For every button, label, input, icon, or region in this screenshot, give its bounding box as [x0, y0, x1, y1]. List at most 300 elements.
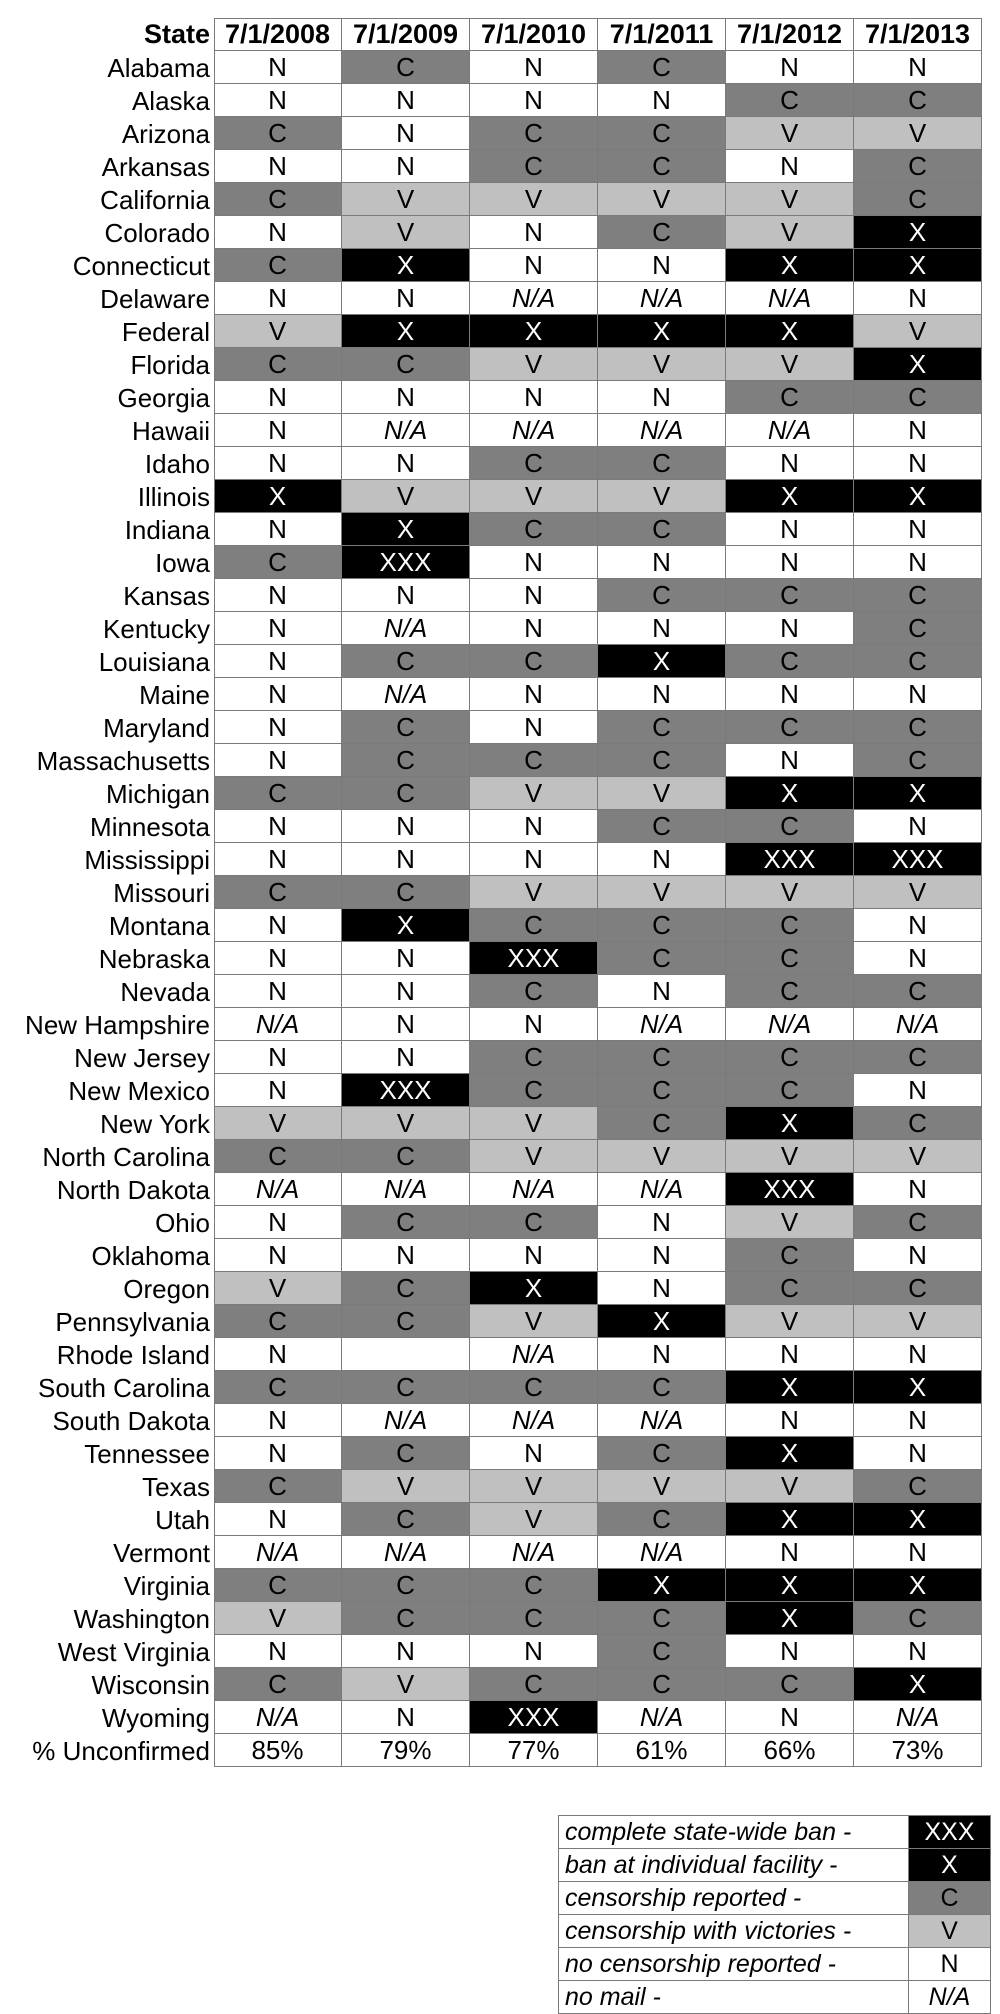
state-header: State: [143, 19, 210, 49]
status-cell: XXX: [854, 843, 982, 876]
status-cell: C: [470, 1041, 598, 1074]
legend-row: [559, 1948, 991, 1981]
year-header: 7/1/2011: [598, 18, 726, 51]
status-cell: C: [726, 1074, 854, 1107]
legend-row: [559, 1849, 991, 1882]
status-cell: C: [214, 1140, 342, 1173]
status-cell: V: [726, 1206, 854, 1239]
status-cell: N/A: [470, 1338, 598, 1371]
unconfirmed-pct: 61%: [598, 1734, 726, 1767]
state-label: New Mexico: [68, 1075, 210, 1106]
status-cell: N: [726, 744, 854, 777]
status-cell: C: [598, 513, 726, 546]
state-label: Ohio: [155, 1207, 210, 1238]
state-label: Nevada: [120, 976, 210, 1007]
status-cell: N/A: [598, 1404, 726, 1437]
status-cell: N: [214, 513, 342, 546]
status-cell: C: [214, 777, 342, 810]
status-cell: V: [598, 348, 726, 381]
status-cell: C: [598, 711, 726, 744]
status-cell: N: [470, 678, 598, 711]
status-cell: N: [470, 1635, 598, 1668]
status-cell: V: [726, 183, 854, 216]
status-cell: C: [470, 447, 598, 480]
status-cell: N: [726, 1404, 854, 1437]
status-cell: N: [342, 810, 470, 843]
status-cell: N: [342, 1635, 470, 1668]
status-cell: C: [342, 711, 470, 744]
status-cell: X: [854, 1668, 982, 1701]
status-cell: V: [854, 1305, 982, 1338]
status-cell: N: [854, 282, 982, 315]
status-cell: V: [342, 183, 470, 216]
unconfirmed-pct: 85%: [214, 1734, 342, 1767]
year-header: 7/1/2010: [470, 18, 598, 51]
status-cell: C: [598, 1107, 726, 1140]
status-cell: XXX: [342, 1074, 470, 1107]
status-cell: C: [854, 744, 982, 777]
state-label: Utah: [155, 1504, 210, 1535]
status-cell: X: [854, 1569, 982, 1602]
status-cell: XXX: [470, 942, 598, 975]
state-label: Mississippi: [84, 844, 210, 875]
status-cell: N: [470, 711, 598, 744]
status-cell: N: [470, 843, 598, 876]
state-label: Maine: [139, 679, 210, 710]
status-cell: C: [342, 1569, 470, 1602]
status-cell: C: [214, 1371, 342, 1404]
status-cell: C: [470, 1668, 598, 1701]
status-cell: N: [342, 975, 470, 1008]
status-cell: N: [470, 381, 598, 414]
status-cell: N: [214, 1404, 342, 1437]
status-cell: C: [854, 711, 982, 744]
status-cell: N/A: [854, 1701, 982, 1734]
status-cell: N/A: [342, 1404, 470, 1437]
status-cell: C: [726, 909, 854, 942]
status-cell: N: [598, 381, 726, 414]
status-cell: C: [342, 348, 470, 381]
status-cell: C: [470, 1602, 598, 1635]
status-cell: C: [726, 1041, 854, 1074]
legend-label: no mail -: [559, 1981, 909, 2014]
status-cell: C: [726, 1668, 854, 1701]
status-cell: N: [342, 447, 470, 480]
state-label: North Carolina: [42, 1141, 210, 1172]
status-cell: XXX: [726, 1173, 854, 1206]
status-cell: N: [342, 579, 470, 612]
unconfirmed-pct: 79%: [342, 1734, 470, 1767]
state-label: Arkansas: [101, 151, 210, 182]
status-cell: C: [342, 1305, 470, 1338]
grid-left-border: [214, 18, 215, 1767]
state-label: Kentucky: [103, 613, 210, 644]
state-label: New Hampshire: [25, 1009, 210, 1040]
status-cell: N/A: [854, 1008, 982, 1041]
status-cell: N: [726, 678, 854, 711]
status-cell: C: [342, 1206, 470, 1239]
status-cell: V: [214, 315, 342, 348]
status-cell: X: [726, 1569, 854, 1602]
status-cell: V: [342, 1107, 470, 1140]
state-label: New York: [100, 1108, 210, 1139]
status-cell: V: [854, 876, 982, 909]
status-cell: N/A: [342, 1536, 470, 1569]
status-cell: N: [726, 447, 854, 480]
status-cell: N: [854, 414, 982, 447]
state-label: Oklahoma: [91, 1240, 210, 1271]
status-cell: N: [854, 447, 982, 480]
status-cell: V: [470, 480, 598, 513]
status-cell: N: [854, 1074, 982, 1107]
status-cell: V: [726, 1140, 854, 1173]
status-cell: C: [342, 1272, 470, 1305]
status-cell: N: [854, 942, 982, 975]
status-cell: C: [214, 1668, 342, 1701]
legend-label: complete state-wide ban -: [559, 1816, 909, 1849]
status-cell: X: [726, 1371, 854, 1404]
status-cell: N: [214, 711, 342, 744]
state-label: Delaware: [100, 283, 210, 314]
status-cell: V: [854, 315, 982, 348]
status-cell: V: [726, 1305, 854, 1338]
status-cell: C: [726, 1272, 854, 1305]
state-label: Maryland: [103, 712, 210, 743]
status-cell: N: [214, 579, 342, 612]
status-cell: N: [214, 1206, 342, 1239]
status-cell: N: [854, 1437, 982, 1470]
status-cell: V: [470, 1503, 598, 1536]
status-cell: N: [726, 1635, 854, 1668]
status-cell: N: [726, 513, 854, 546]
state-label: Oregon: [123, 1273, 210, 1304]
status-cell: C: [342, 777, 470, 810]
status-cell: N: [342, 1008, 470, 1041]
status-cell: N/A: [470, 1536, 598, 1569]
status-cell: N: [854, 513, 982, 546]
status-cell: N: [598, 1206, 726, 1239]
status-cell: N/A: [342, 1173, 470, 1206]
status-cell: N: [214, 678, 342, 711]
state-label: Illinois: [137, 481, 210, 512]
status-cell: V: [214, 1272, 342, 1305]
status-cell: N/A: [470, 1173, 598, 1206]
legend: [558, 1815, 991, 2014]
status-cell: X: [214, 480, 342, 513]
state-label: Indiana: [124, 514, 210, 545]
status-cell: N: [598, 843, 726, 876]
status-cell: N: [470, 1239, 598, 1272]
status-cell: N: [726, 1701, 854, 1734]
status-cell: N: [214, 1635, 342, 1668]
state-label: Federal: [121, 316, 210, 347]
state-label: Kansas: [123, 580, 210, 611]
status-cell: C: [854, 1041, 982, 1074]
status-cell: V: [470, 183, 598, 216]
state-label: Iowa: [155, 547, 210, 578]
status-cell: N: [214, 282, 342, 315]
status-cell: X: [854, 480, 982, 513]
status-cell: N: [342, 150, 470, 183]
legend-label: no censorship reported -: [559, 1948, 909, 1981]
status-cell: N: [726, 546, 854, 579]
status-cell: N: [214, 447, 342, 480]
status-cell: C: [726, 381, 854, 414]
state-label: Tennessee: [84, 1438, 210, 1469]
status-cell: C: [726, 810, 854, 843]
status-cell: N: [470, 1437, 598, 1470]
state-label: Missouri: [113, 877, 210, 908]
status-cell: V: [470, 876, 598, 909]
status-cell: N: [342, 282, 470, 315]
status-cell: C: [470, 645, 598, 678]
status-cell: C: [470, 513, 598, 546]
status-cell: N: [598, 84, 726, 117]
status-cell: C: [342, 876, 470, 909]
status-cell: N: [854, 1536, 982, 1569]
status-cell: N: [342, 942, 470, 975]
state-label: Michigan: [105, 778, 210, 809]
status-cell: N: [470, 1008, 598, 1041]
status-cell: N: [214, 612, 342, 645]
state-label: Pennsylvania: [55, 1306, 210, 1337]
status-cell: V: [598, 480, 726, 513]
state-label: New Jersey: [74, 1042, 210, 1073]
status-cell: N: [214, 975, 342, 1008]
status-cell: C: [598, 447, 726, 480]
status-cell: N/A: [470, 282, 598, 315]
status-cell: C: [342, 744, 470, 777]
status-cell: X: [854, 777, 982, 810]
status-cell: XXX: [726, 843, 854, 876]
status-cell: C: [470, 1569, 598, 1602]
status-cell: V: [470, 777, 598, 810]
status-cell: N/A: [342, 678, 470, 711]
status-cell: N: [342, 1041, 470, 1074]
status-cell: N: [470, 810, 598, 843]
status-cell: V: [726, 216, 854, 249]
status-cell: N/A: [598, 1008, 726, 1041]
status-cell: N: [342, 843, 470, 876]
status-cell: V: [854, 117, 982, 150]
status-cell: V: [342, 216, 470, 249]
status-cell: X: [854, 1371, 982, 1404]
status-cell: C: [726, 975, 854, 1008]
status-cell: C: [598, 1503, 726, 1536]
status-cell: N: [214, 645, 342, 678]
status-cell: C: [470, 975, 598, 1008]
status-cell: X: [342, 315, 470, 348]
legend-label: censorship reported -: [559, 1882, 909, 1915]
state-label: Louisiana: [98, 646, 210, 677]
status-cell: N: [214, 810, 342, 843]
status-cell: X: [342, 909, 470, 942]
status-cell: C: [342, 1140, 470, 1173]
status-cell: C: [598, 1668, 726, 1701]
status-cell: N/A: [598, 1701, 726, 1734]
status-cell: C: [598, 51, 726, 84]
status-cell: N: [214, 1437, 342, 1470]
status-cell: N: [214, 1074, 342, 1107]
status-cell: C: [214, 1470, 342, 1503]
status-cell: V: [214, 1602, 342, 1635]
state-label: Texas: [142, 1471, 210, 1502]
status-cell: N/A: [598, 414, 726, 447]
status-cell: N: [470, 546, 598, 579]
legend-row: [559, 1882, 991, 1915]
status-cell: N: [342, 1701, 470, 1734]
status-cell: C: [214, 348, 342, 381]
status-cell: N: [470, 51, 598, 84]
status-cell: X: [726, 1503, 854, 1536]
censorship-table: [0, 18, 1000, 1798]
status-cell: X: [726, 777, 854, 810]
status-cell: V: [342, 1470, 470, 1503]
state-label: Idaho: [144, 448, 210, 479]
status-cell: V: [726, 348, 854, 381]
state-label: Colorado: [104, 217, 210, 248]
legend-row: [559, 1816, 991, 1849]
status-cell: N/A: [214, 1536, 342, 1569]
status-cell: N/A: [598, 282, 726, 315]
status-cell: X: [598, 1305, 726, 1338]
status-cell: C: [470, 1206, 598, 1239]
status-cell: V: [854, 1140, 982, 1173]
status-cell: XXX: [342, 546, 470, 579]
status-cell: N: [598, 1272, 726, 1305]
status-cell: N/A: [342, 612, 470, 645]
status-cell: N: [214, 942, 342, 975]
state-label: Nebraska: [98, 943, 210, 974]
status-cell: N: [214, 84, 342, 117]
status-cell: X: [726, 480, 854, 513]
status-cell: N/A: [342, 414, 470, 447]
status-cell: N: [854, 546, 982, 579]
state-label: South Carolina: [38, 1372, 210, 1403]
status-cell: N: [854, 1338, 982, 1371]
status-cell: C: [214, 546, 342, 579]
status-cell: C: [726, 645, 854, 678]
status-cell: C: [598, 1371, 726, 1404]
status-cell: N: [726, 612, 854, 645]
status-cell: C: [854, 183, 982, 216]
status-cell: X: [598, 1569, 726, 1602]
status-cell: N/A: [726, 414, 854, 447]
status-cell: N: [726, 150, 854, 183]
status-cell: N: [598, 249, 726, 282]
status-cell: X: [854, 1503, 982, 1536]
legend-swatch: X: [909, 1849, 991, 1882]
status-cell: C: [598, 810, 726, 843]
legend-label: ban at individual facility -: [559, 1849, 909, 1882]
status-cell: V: [726, 117, 854, 150]
legend-swatch: N/A: [909, 1981, 991, 2014]
status-cell: N: [598, 1239, 726, 1272]
status-cell: C: [214, 1305, 342, 1338]
status-cell: [342, 1338, 470, 1371]
status-cell: N/A: [598, 1173, 726, 1206]
status-cell: C: [854, 84, 982, 117]
status-cell: N/A: [470, 414, 598, 447]
status-cell: C: [854, 645, 982, 678]
state-label: Washington: [73, 1603, 210, 1634]
unconfirmed-pct: 77%: [470, 1734, 598, 1767]
status-cell: C: [214, 117, 342, 150]
status-cell: C: [726, 1239, 854, 1272]
status-cell: N: [214, 1041, 342, 1074]
state-label: Hawaii: [131, 415, 210, 446]
status-cell: X: [854, 216, 982, 249]
status-cell: C: [854, 612, 982, 645]
state-label: Wyoming: [101, 1702, 210, 1733]
status-cell: N: [214, 744, 342, 777]
status-cell: V: [726, 1470, 854, 1503]
status-cell: C: [470, 150, 598, 183]
status-cell: C: [470, 744, 598, 777]
status-cell: C: [854, 1470, 982, 1503]
status-cell: C: [854, 1602, 982, 1635]
status-cell: V: [726, 876, 854, 909]
unconfirmed-pct: 73%: [854, 1734, 982, 1767]
status-cell: N: [854, 1239, 982, 1272]
status-cell: N/A: [214, 1008, 342, 1041]
status-cell: X: [726, 249, 854, 282]
status-cell: V: [598, 1470, 726, 1503]
status-cell: V: [470, 1140, 598, 1173]
status-cell: N: [854, 1404, 982, 1437]
state-label: Florida: [130, 349, 210, 380]
status-cell: N: [342, 1239, 470, 1272]
status-cell: N: [854, 678, 982, 711]
status-cell: C: [598, 909, 726, 942]
state-label: Alaska: [131, 85, 210, 116]
status-cell: C: [470, 1371, 598, 1404]
state-label: South Dakota: [52, 1405, 210, 1436]
state-label: Connecticut: [72, 250, 210, 281]
status-cell: N: [854, 1173, 982, 1206]
status-cell: N/A: [214, 1173, 342, 1206]
status-cell: C: [470, 1074, 598, 1107]
status-cell: N: [470, 216, 598, 249]
status-cell: X: [854, 249, 982, 282]
status-cell: N: [214, 1239, 342, 1272]
status-cell: V: [342, 1668, 470, 1701]
legend-row: [559, 1981, 991, 2014]
status-cell: N: [214, 1338, 342, 1371]
status-cell: N: [214, 414, 342, 447]
status-cell: N/A: [726, 282, 854, 315]
year-header: 7/1/2013: [854, 18, 982, 51]
status-cell: C: [214, 183, 342, 216]
status-cell: N/A: [598, 1536, 726, 1569]
footer-label: % Unconfirmed: [32, 1735, 210, 1766]
status-cell: N: [854, 810, 982, 843]
status-cell: N: [214, 843, 342, 876]
status-cell: V: [470, 1305, 598, 1338]
status-cell: N: [726, 1338, 854, 1371]
status-cell: N: [470, 249, 598, 282]
status-cell: V: [342, 480, 470, 513]
status-cell: C: [598, 1602, 726, 1635]
state-label: Montana: [108, 910, 210, 941]
year-header: 7/1/2009: [342, 18, 470, 51]
status-cell: C: [854, 1272, 982, 1305]
status-cell: C: [470, 909, 598, 942]
state-label: Vermont: [113, 1537, 210, 1568]
status-cell: N/A: [470, 1404, 598, 1437]
status-cell: N: [214, 150, 342, 183]
status-cell: C: [342, 645, 470, 678]
